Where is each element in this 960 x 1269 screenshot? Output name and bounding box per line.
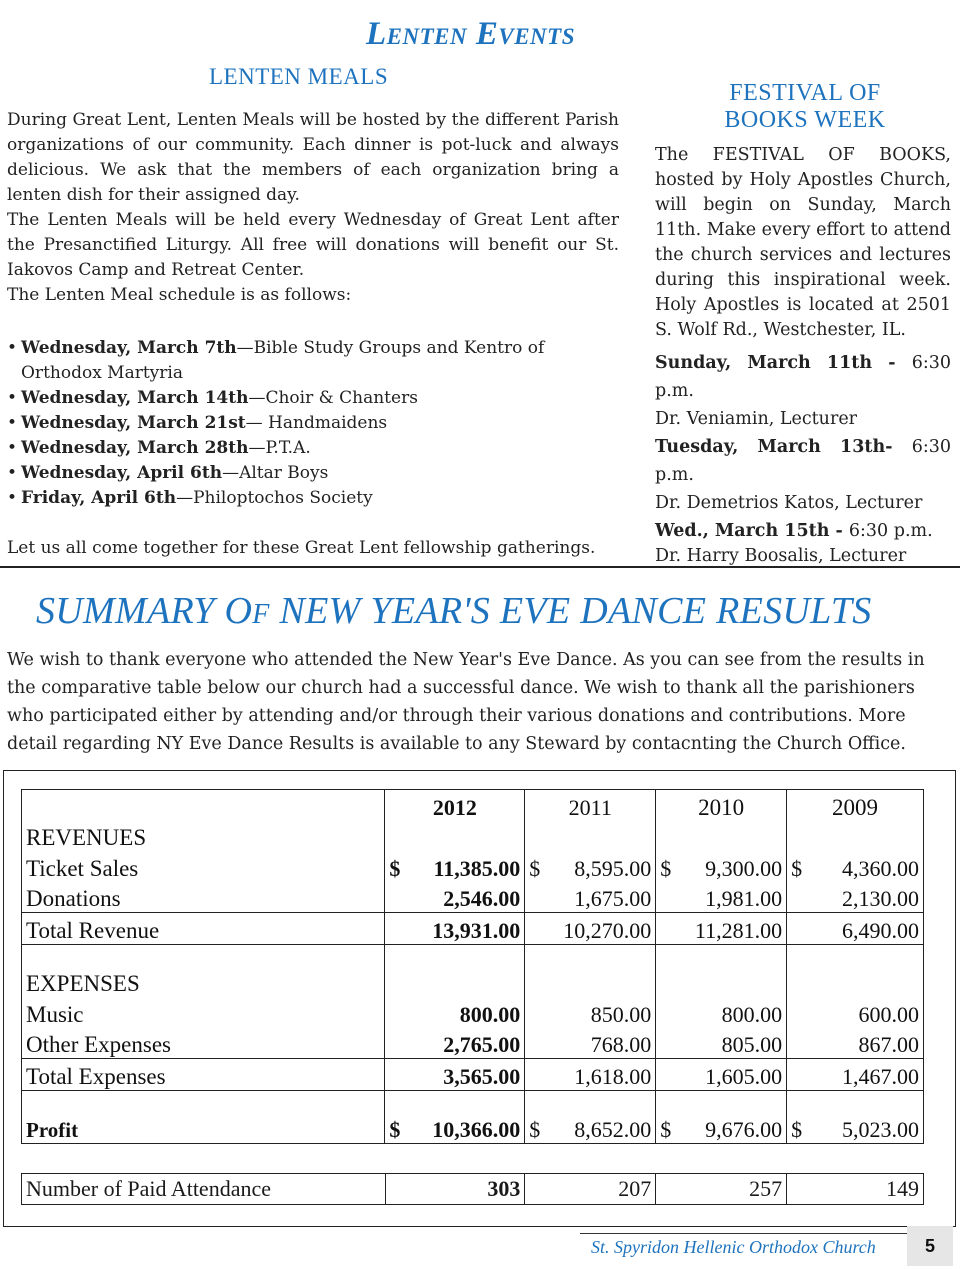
festival-heading bbox=[655, 80, 955, 134]
table-row bbox=[22, 967, 924, 998]
column-header: 2011 bbox=[525, 790, 656, 821]
row-label: Music bbox=[22, 997, 385, 1028]
table-cell: 149 bbox=[787, 1174, 924, 1205]
currency-symbol: $ bbox=[791, 1117, 803, 1142]
table-cell: 1,605.00 bbox=[656, 1059, 787, 1091]
row-label: Total Revenue bbox=[22, 913, 385, 945]
currency-symbol: $ bbox=[529, 1117, 541, 1142]
currency-symbol: $ bbox=[389, 855, 401, 881]
table-cell: 800.00 bbox=[656, 997, 787, 1028]
row-label: Donations bbox=[22, 882, 385, 913]
schedule-item: • Wednesday, March 14th—Choir & Chanters bbox=[7, 386, 619, 411]
page-title: Lenten Events bbox=[366, 16, 576, 52]
table-cell: 3,565.00 bbox=[385, 1059, 525, 1091]
schedule-item: • Wednesday, March 28th—P.T.A. bbox=[7, 436, 619, 461]
table-cell: 257 bbox=[656, 1174, 787, 1205]
table-cell: $ 11,385.00 bbox=[385, 851, 525, 882]
summary-title-part: F bbox=[252, 599, 270, 630]
table-row bbox=[22, 851, 924, 882]
table-cell: $ 5,023.00 bbox=[787, 1113, 924, 1144]
table-cell: 768.00 bbox=[525, 1028, 656, 1059]
table-cell: 11,281.00 bbox=[656, 913, 787, 945]
schedule-date: Wednesday, April 6th bbox=[21, 463, 223, 483]
schedule-group: Handmaidens bbox=[262, 413, 388, 433]
schedule-group: P.T.A. bbox=[265, 438, 311, 458]
schedule-date: Wednesday, March 14th bbox=[21, 388, 249, 408]
meals-paragraph-1: During Great Lent, Lenten Meals will be hosted by the different Parish organizations of our community. Each dinner is pot-luck and always delicious. We ask that the members of each organization bring a lenten dish for their assigned day. bbox=[7, 110, 619, 205]
schedule-item: • Wednesday, April 6th—Altar Boys bbox=[7, 461, 619, 486]
schedule-item: • Friday, April 6th—Philoptochos Society bbox=[7, 486, 619, 511]
footer-church-name: St. Spyridon Hellenic Orthodox Church bbox=[591, 1237, 876, 1257]
table-cell: 1,618.00 bbox=[525, 1059, 656, 1091]
table-cell: $ 4,360.00 bbox=[787, 851, 924, 882]
schedule-date: Friday, April 6th bbox=[21, 488, 177, 508]
summary-text: We wish to thank everyone who attended the New Year's Eve Dance. As you can see from the results in the comparative table below our church had a successful dance. We wish to thank all the parishioners who participated either by attending and/or through their various donations and contributions. More detail regarding NY Eve Dance Results is available to any Steward by contacnting the Church Office. bbox=[7, 650, 925, 754]
results-table bbox=[21, 789, 924, 1144]
row-label: Ticket Sales bbox=[22, 851, 385, 882]
table-cell: $ 9,300.00 bbox=[656, 851, 787, 882]
table-cell: 303 bbox=[385, 1174, 525, 1205]
summary-title-part: SUMMARY bbox=[36, 590, 225, 632]
section-label: EXPENSES bbox=[22, 967, 385, 998]
section-divider bbox=[0, 566, 960, 568]
schedule-group: Choir & Chanters bbox=[265, 388, 418, 408]
table-cell: 2,130.00 bbox=[787, 882, 924, 913]
currency-symbol: $ bbox=[660, 855, 672, 881]
lecture-date: Sunday, March 11th - bbox=[655, 353, 912, 373]
schedule-group: Bible Study Groups and Kentro of Orthodox Martyria bbox=[21, 338, 545, 383]
table-row bbox=[22, 821, 924, 852]
row-label: Profit bbox=[22, 1113, 385, 1144]
lecturer: Dr. Demetrios Katos, Lecturer bbox=[655, 493, 923, 513]
schedule-group: Altar Boys bbox=[239, 463, 329, 483]
table-cell: $ 9,676.00 bbox=[656, 1113, 787, 1144]
table-row bbox=[22, 882, 924, 913]
lecture-time bbox=[655, 433, 951, 489]
lenten-meals-section bbox=[7, 108, 619, 561]
lecture-time bbox=[655, 349, 951, 405]
row-label: Other Expenses bbox=[22, 1028, 385, 1059]
festival-heading-line-1: FESTIVAL OF bbox=[729, 80, 881, 106]
lecture-time bbox=[655, 517, 951, 545]
attendance-table bbox=[21, 1173, 924, 1205]
results-table-frame bbox=[3, 770, 956, 1227]
schedule-item: • Wednesday, March 7th—Bible Study Groups and Kentro of Orthodox Martyria bbox=[7, 336, 619, 386]
row-label: Number of Paid Attendance bbox=[22, 1174, 386, 1205]
table-cell: $ 8,595.00 bbox=[525, 851, 656, 882]
schedule-group: Philoptochos Society bbox=[193, 488, 373, 508]
currency-symbol: $ bbox=[660, 1117, 672, 1142]
table-cell: 2,546.00 bbox=[385, 882, 525, 913]
lecture-date: Tuesday, March 13th- bbox=[655, 437, 912, 457]
festival-section bbox=[655, 143, 951, 567]
summary-title bbox=[36, 589, 872, 633]
meals-paragraph-3: The Lenten Meal schedule is as follows: bbox=[7, 285, 352, 305]
summary-title-part: NEW YEAR'S EVE DANCE RESULTS bbox=[269, 590, 872, 632]
table-cell: 10,270.00 bbox=[525, 913, 656, 945]
page-number: 5 bbox=[907, 1226, 953, 1266]
lecturer: Dr. Veniamin, Lecturer bbox=[655, 409, 858, 429]
column-header: 2010 bbox=[656, 790, 787, 821]
schedule-date: Wednesday, March 7th bbox=[21, 338, 237, 358]
summary-title-part: O bbox=[224, 590, 253, 632]
lecture-date: Wed., March 15th - bbox=[655, 521, 849, 541]
schedule-date: Wednesday, March 28th bbox=[21, 438, 249, 458]
festival-body: The FESTIVAL OF BOOKS, hosted by Holy Apostles Church, will begin on Sunday, March 11th. Make every effort to attend the church services and lectures during this inspirational week. Holy Apostles is located at 2501 S. Wolf Rd., Westchester, IL. bbox=[655, 145, 951, 340]
table-cell: 850.00 bbox=[525, 997, 656, 1028]
table-row bbox=[22, 1174, 924, 1205]
column-header: 2009 bbox=[787, 790, 924, 821]
lecture-hour: 6:30 p.m. bbox=[848, 521, 933, 541]
column-header: 2012 bbox=[385, 790, 525, 821]
table-cell: 13,931.00 bbox=[385, 913, 525, 945]
table-cell: 1,981.00 bbox=[656, 882, 787, 913]
meals-closing: Let us all come together for these Great Lent fellowship gatherings. bbox=[7, 538, 596, 558]
table-cell: 1,467.00 bbox=[787, 1059, 924, 1091]
table-cell: 1,675.00 bbox=[525, 882, 656, 913]
schedule-item: • Wednesday, March 21st— Handmaidens bbox=[7, 411, 619, 436]
table-cell: 6,490.00 bbox=[787, 913, 924, 945]
schedule-date: Wednesday, March 21st bbox=[21, 413, 246, 433]
table-row bbox=[22, 1113, 924, 1144]
table-row bbox=[22, 1028, 924, 1059]
table-cell: $ 10,366.00 bbox=[385, 1113, 525, 1144]
festival-heading-line-2: BOOKS WEEK bbox=[724, 107, 886, 133]
row-label: Total Expenses bbox=[22, 1059, 385, 1091]
table-cell: 2,765.00 bbox=[385, 1028, 525, 1059]
meal-schedule-list bbox=[7, 336, 619, 511]
table-cell: 600.00 bbox=[787, 997, 924, 1028]
meals-paragraph-2: The Lenten Meals will be held every Wednesday of Great Lent after the Presanctified Liturgy. All free will donations will benefit our St. Iakovos Camp and Retreat Center. bbox=[7, 210, 619, 280]
table-row bbox=[22, 997, 924, 1028]
table-header-row bbox=[22, 790, 924, 821]
section-label: REVENUES bbox=[22, 821, 385, 852]
table-cell: 207 bbox=[525, 1174, 656, 1205]
footer-rule bbox=[580, 1233, 910, 1234]
table-row bbox=[22, 1059, 924, 1091]
lenten-meals-heading: LENTEN MEALS bbox=[209, 64, 389, 89]
table-cell: 805.00 bbox=[656, 1028, 787, 1059]
table-row bbox=[22, 913, 924, 945]
table-cell: 867.00 bbox=[787, 1028, 924, 1059]
lecturer: Dr. Harry Boosalis, Lecturer bbox=[655, 546, 907, 566]
lecture-hour: 6:30 p.m. bbox=[655, 437, 951, 485]
currency-symbol: $ bbox=[529, 855, 541, 881]
lecture-hour: 6:30 p.m. bbox=[655, 353, 951, 401]
currency-symbol: $ bbox=[389, 1117, 401, 1142]
currency-symbol: $ bbox=[791, 855, 803, 881]
table-cell: 800.00 bbox=[385, 997, 525, 1028]
table-cell: $ 8,652.00 bbox=[525, 1113, 656, 1144]
